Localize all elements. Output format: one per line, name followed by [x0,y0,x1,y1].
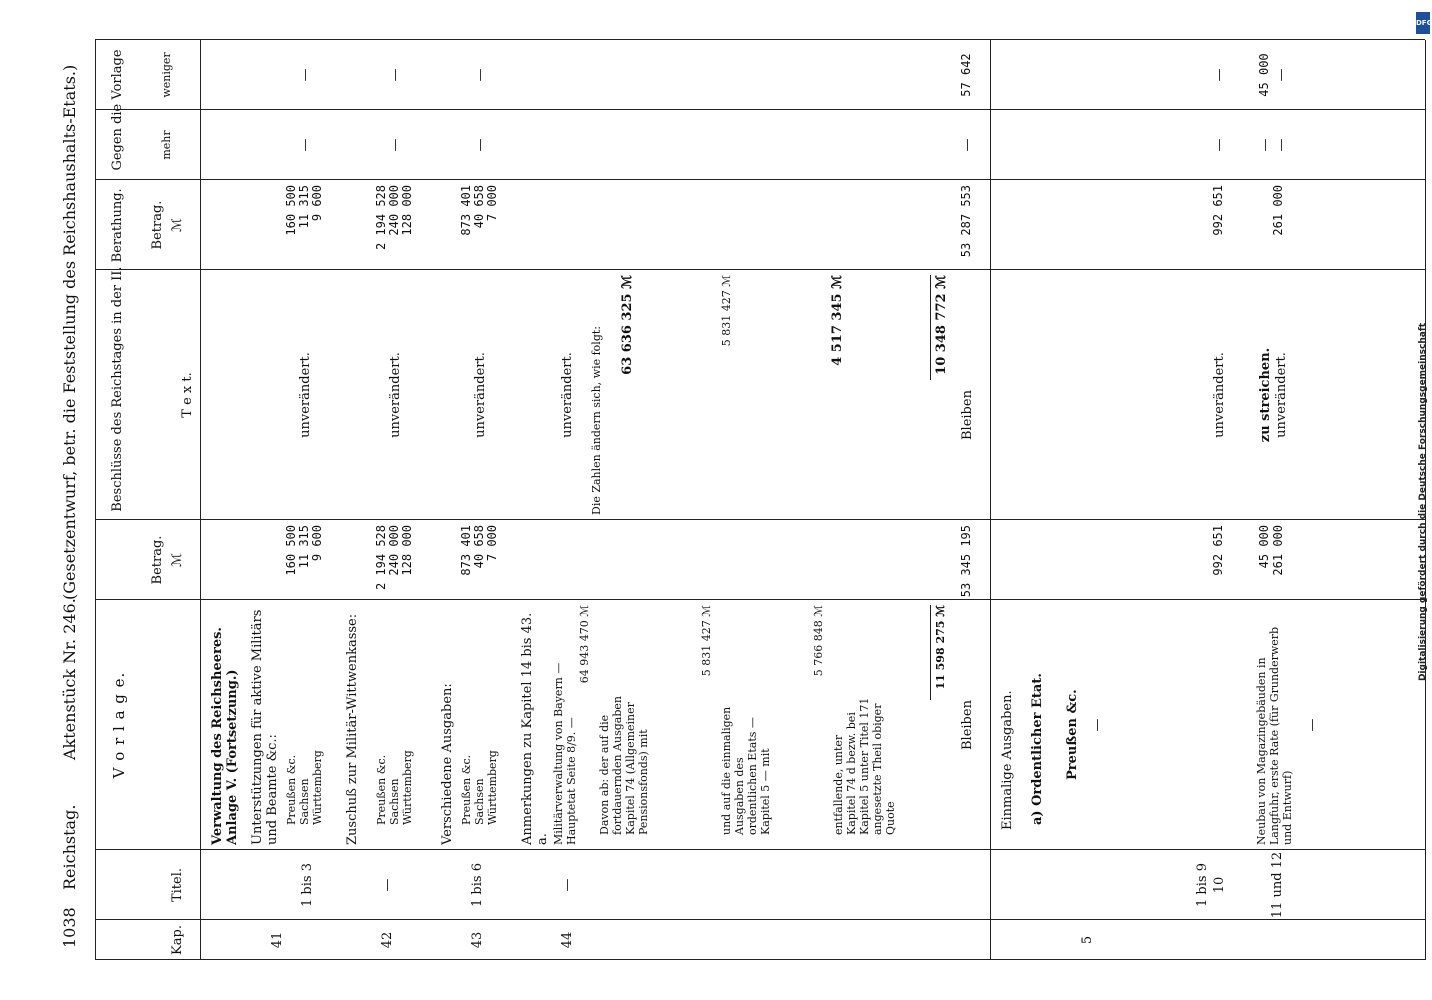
b42-amount-2: 240 000 [387,185,401,236]
t11-desc: Neubau von Magazingebäuden in Langfuhr, erste Rate (für Grunderwerb und Entwurf) [1255,626,1294,845]
b43-amount-1: 873 401 [459,185,473,236]
preussen-heading: Preußen &c. [1065,689,1080,780]
r44-einmalige-sum: 5 766 848 ℳ [812,605,825,677]
r41-state-1: Preußen &c. [285,754,298,825]
g44-mehr: — [960,138,975,152]
b44-bleiben: Bleiben [960,390,975,440]
kap-44: 44 [560,931,575,949]
titel-42: — [380,878,395,892]
b43-unveraendert: unverändert. [473,352,488,438]
r43-desc: Verschiedene Ausgaben: [440,683,455,845]
titel-41: 1 bis 3 [300,863,315,907]
kap-43: 43 [470,931,485,949]
b44-zahl-1: 63 636 325 ℳ [620,275,635,375]
r43-state-3: Württemberg [486,750,499,825]
titel-44: — [560,878,575,892]
r41-state-3: Württemberg [311,750,324,825]
g11-mehr: — [1258,138,1273,152]
g12-mehr: — [1274,138,1289,152]
t11-amount-2: 261 000 [1271,525,1285,576]
b44-total: 10 348 772 ℳ [934,275,949,375]
r44-pensions-sum: 5 831 427 ℳ [700,605,713,677]
g41-mehr: — [298,138,313,152]
b44-zahl-3: 4 517 345 ℳ [830,275,845,366]
r41-desc: Unterstützungen für aktive Militärs und Beamte &c.: [250,609,280,845]
t11-dash: — [1305,718,1320,732]
titel-43: 1 bis 6 [470,863,485,907]
r42-amount-3: 128 000 [400,525,414,576]
g43-weniger: — [473,68,488,82]
r42-desc: Zuschuß zur Militär-Wittwenkasse: [345,613,360,845]
r43-state-2: Sachsen [473,778,486,825]
kap-5: 5 [1080,935,1095,945]
preussen-dash: — [1090,718,1105,732]
header-text: T e x t. [180,372,195,418]
b41-amount-2: 11 315 [297,185,311,229]
r44-militaer-sum: 64 943 470 ℳ [578,605,591,684]
r44-total: 11 598 275 ℳ [934,605,947,690]
r43-amount-2: 40 658 [472,525,486,569]
g12-weniger: — [1274,68,1289,82]
section-head: Verwaltung des Reichsheeres. Anlage V. (Fortsetzung.) [210,627,240,845]
rule-row5 [990,40,991,960]
b42-unveraendert: unverändert. [388,352,403,438]
b41-unveraendert: unverändert. [298,352,313,438]
r44-bleiben: Bleiben [960,700,975,750]
r42-state-3: Württemberg [401,750,414,825]
t11-amount-1: 45 000 [1257,525,1271,569]
running-head-left: Reichstag. [60,804,79,890]
t10-amount: 992 651 [1211,525,1225,576]
b10-unveraendert: unverändert. [1212,352,1227,438]
header-vorlage: V o r l a g e. [110,671,128,779]
header-betrag2: Betrag. [150,200,165,250]
r44-sum-rule [930,605,931,700]
header-beschluesse: Beschlüsse des Reichstages in der II. Berathung. [110,188,125,512]
footer-note-text: Digitalisierung gefördert durch die Deutsche Forschungsgemeinschaft [1418,322,1428,682]
header-mehr: mehr [160,130,173,160]
footer-note [1416,12,1430,992]
kap-42: 42 [380,931,395,949]
header-betrag: Betrag. [150,535,165,585]
r42-state-2: Sachsen [388,778,401,825]
r42-amount-2: 240 000 [387,525,401,576]
dfg-label: DFG [1416,19,1432,27]
r41-state-2: Sachsen [298,778,311,825]
g10-weniger: — [1212,68,1227,82]
header-kap: Kap. [170,925,185,955]
r42-amount-1: 2 194 528 [374,525,388,591]
b42-amount-1: 2 194 528 [374,185,388,251]
g42-mehr: — [388,138,403,152]
b41-amount-3: 9 600 [310,185,324,222]
b43-amount-3: 7 000 [485,185,499,222]
b44-bleiben-amount: 53 287 553 [959,185,973,258]
header-weniger: weniger [160,52,173,98]
b44-intro: Die Zahlen ändern sich, wie folgt: [590,326,603,515]
rule-top [95,40,96,960]
b12-unveraendert: unverändert. [1274,352,1289,438]
running-head-title: (Gesetzentwurf, betr. die Feststellung des Reichshaushalts-Etats.) [60,64,79,600]
r44-davon: Davon ab: der auf die fortdauernden Ausgaben Kapitel 74 (Allgemeiner Pensionsfonds) mit [598,696,650,835]
header-titel: Titel. [170,867,185,903]
g11-weniger: 45 000 [1257,53,1271,97]
b41-amount-1: 160 500 [284,185,298,236]
r41-amount-2: 11 315 [297,525,311,569]
titel-11-12: 11 und 12 [1270,851,1285,919]
r44-bleiben-amount: 53 345 195 [959,525,973,598]
b44-unveraendert: unverändert. [560,352,575,438]
r44-militaer: Militärverwaltung von Bayern — Hauptetat Seite 8/9. — [552,662,578,845]
header-betrag2-unit: ℳ [170,218,185,232]
r43-amount-3: 7 000 [485,525,499,562]
rule-left [95,959,1425,960]
g44-weniger: 57 642 [959,53,973,97]
ordentlicher-etat: a) Ordentlicher Etat. [1030,673,1045,825]
g42-weniger: — [388,68,403,82]
b44-zahl-2: 5 831 427 ℳ [720,275,733,347]
r44-anmerkungen: Anmerkungen zu Kapitel 14 bis 43. a. [520,612,550,845]
r43-amount-1: 873 401 [459,525,473,576]
header-betrag-unit: ℳ [170,553,185,567]
page-number: 1038 [60,907,79,948]
titel-1-9: 1 bis 9 [1195,863,1210,907]
b11-streichen: zu streichen. [1258,347,1273,443]
titel-10: 10 [1212,876,1227,894]
g10-mehr: — [1212,138,1227,152]
running-head-doc: Aktenstück Nr. 246. [60,598,79,760]
b12-amount: 261 000 [1271,185,1285,236]
r41-amount-3: 9 600 [310,525,324,562]
r44-rest: entfallende, unter Kapitel 74 d bezw. bei Kapitel 5 unter Titel 171 angesetzte Theil obiger Quote [832,697,897,835]
r41-amount-1: 160 500 [284,525,298,576]
r44-einmalige: und auf die einmaligen Ausgaben des ordentlichen Etats — Kapitel 5 — mit [720,706,772,835]
rule-header [200,40,201,960]
b42-amount-3: 128 000 [400,185,414,236]
g43-mehr: — [473,138,488,152]
header-gegen: Gegen die Vorlage [110,49,125,171]
r42-state-1: Preußen &c. [375,754,388,825]
g41-weniger: — [298,68,313,82]
einmalige-heading: Einmalige Ausgaben. [1000,690,1015,830]
r43-state-1: Preußen &c. [460,754,473,825]
b43-amount-2: 40 658 [472,185,486,229]
kap-41: 41 [270,931,285,949]
b44-sum-rule [930,275,931,380]
b10-amount: 992 651 [1211,185,1225,236]
